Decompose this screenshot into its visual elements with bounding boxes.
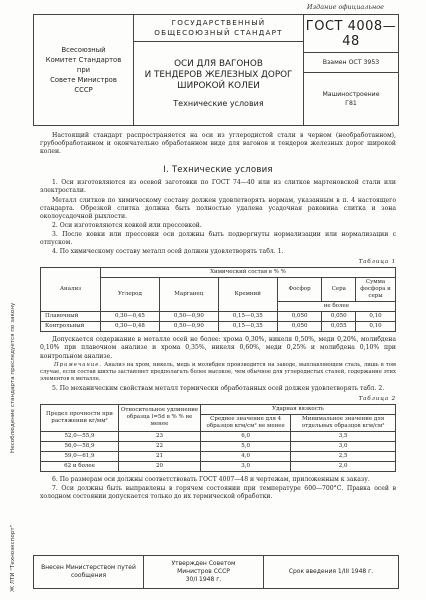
clause-paragraph: Металл слитков по химическому составу должен удовлетворять нормам, указанным в п. 4 настоящего стандарта. Обрезкой слитка должна быть полностью удалена усадочная раковина слитка и зона околоусадочной рыхлости. <box>40 196 396 220</box>
approved-line: Министров СССР <box>177 568 230 575</box>
authority-line: при <box>76 66 91 74</box>
col-header: Сера <box>322 278 356 302</box>
table-cell: 0,30—0,48 <box>101 322 160 332</box>
clause-paragraph: 5. По механическим свойствам металл термически обработанных осей должен удовлетворять табл. 2. <box>52 384 385 392</box>
authority-line: Всесоюзный <box>61 46 106 54</box>
approved-line: 30/I 1948 г. <box>185 576 222 583</box>
table-cell: 0,15—0,35 <box>218 322 277 332</box>
row-label: Плавочный <box>41 312 101 322</box>
col-header: Углерод <box>101 278 160 312</box>
chemical-composition-table <box>40 267 396 332</box>
note-text: Анализ на хром, никель, медь и молибден производится на заводе, выплавляющем сталь, лишь в том случае, если состав шихты заставляет предполагать более высокое, чем обычное для углеродистых сталей, содержание этих элементов в металле. <box>40 361 396 382</box>
authority-line: Совете Министров <box>50 76 117 84</box>
table-cell: 56,0—58,9 <box>41 441 119 451</box>
handwritten-note: Издание официальное <box>306 3 384 11</box>
table-row <box>41 312 396 322</box>
table-cell: 0,30—0,45 <box>101 312 160 322</box>
group-line: Машиностроение <box>322 91 380 98</box>
row-label: Контрольный <box>41 322 101 332</box>
table-cell: 52,0—55,9 <box>41 431 119 441</box>
table-row <box>41 441 396 451</box>
table-cell: 0,50—0,90 <box>159 322 218 332</box>
intro-paragraph: Настоящий стандарт распространяется на оси из углеродистой стали в черном (необработанном), грубообработанном и окончательно обработанном виде для вагонов и тендеров железных дорог широкой колеи. <box>40 132 396 156</box>
title-block <box>134 15 304 125</box>
col-header: Фосфор <box>277 278 322 302</box>
number-block <box>304 15 398 125</box>
col-header: Кремний <box>218 278 277 312</box>
table-cell: 0,050 <box>322 312 356 322</box>
analysis-header: Анализ <box>41 268 101 312</box>
table-cell: 3,0 <box>201 461 291 471</box>
standard-footer <box>33 555 399 589</box>
table-cell: 0,50—0,90 <box>159 312 218 322</box>
clause-paragraph: 6. По размерам оси должны соответствовать ГОСТ 4007—48 и чертежам, приложенным к заказу. <box>52 475 370 483</box>
table-cell: 23 <box>119 431 201 441</box>
authority-block <box>34 15 134 125</box>
group-code <box>304 73 398 125</box>
standard-subtitle: Технические условия <box>173 98 264 108</box>
table-cell: 0,050 <box>277 312 322 322</box>
clause-paragraph: 1. Оси изготовляются из осевой заготовки по ГОСТ 74—40 или из слитков мартеновской стали или электростали. <box>40 179 396 195</box>
standard-type <box>134 15 303 42</box>
table-cell: 3,0 <box>291 441 396 451</box>
mechanical-properties-table <box>40 404 396 472</box>
clause-paragraph: 3. После ковки или прессовки оси должны быть подвергнуты нормализации или нормализации с отпуском. <box>40 230 396 247</box>
table-cell: 2,5 <box>291 451 396 461</box>
clause-paragraph: 2. Оси изготовляются ковкой или прессовкой. <box>52 221 202 229</box>
col-header: Сумма фосфора и серы <box>356 278 396 302</box>
note-paragraph <box>40 362 396 383</box>
table-cell: 20 <box>119 461 201 471</box>
table-cell: 59,0—61,9 <box>41 451 119 461</box>
table-cell: 62 и более <box>41 461 119 471</box>
clause-paragraph: 4. По химическому составу металл осей должен удовлетворять табл. 1. <box>52 248 284 256</box>
table2-caption: Таблица 2 <box>358 395 396 402</box>
col-header: Минимальное значение для отдельных образцов кгм/см² <box>291 414 396 431</box>
col-header: Марганец <box>159 278 218 312</box>
table-cell: 21 <box>119 451 201 461</box>
group-line: Г81 <box>345 100 357 107</box>
table-row <box>41 461 396 471</box>
table-cell: 2,0 <box>291 461 396 471</box>
table-cell: 0,10 <box>356 312 396 322</box>
table-cell: 4,0 <box>201 451 291 461</box>
note-lead: Примечание. <box>54 361 103 368</box>
gov-line-1: ГОСУДАРСТВЕННЫЙ <box>171 18 266 27</box>
replaces-note: Взамен ОСТ 3953 <box>304 53 398 73</box>
col-header: Относительное удлинение образца l=5d в % % не менее <box>119 404 201 431</box>
gov-line-2: ОБЩЕСОЮЗНЫЙ СТАНДАРТ <box>154 28 283 37</box>
standard-title <box>134 42 303 125</box>
impact-group-header: Ударная вязкость <box>201 404 396 414</box>
table-cell: 0,10 <box>356 322 396 332</box>
introduced-by: Внесен Министерством путей сообщения <box>34 556 144 588</box>
composition-group-header: Химический состав в % % <box>101 268 396 278</box>
allowance-paragraph: Допускается содержание в металле осей не более: хрома 0,30%, никеля 0,50%, меди 0,20%, молибдена 0,10% при плавочном анализе и хрома 0,35%, никеля 0,60%, меди 0,25% и молибдена 0,10% при контрольном анализе. <box>40 336 396 360</box>
col-header: Среднее значение для 4 образцов кгм/см² не менее <box>201 414 291 431</box>
title-line: И ТЕНДЕРОВ ЖЕЛЕЗНЫХ ДОРОГ <box>144 69 293 80</box>
limit-subheader: не более <box>277 302 395 312</box>
table1-caption: Таблица 1 <box>358 259 396 266</box>
side-legal-note: Несоблюдение стандарта преследуется по закону <box>10 302 16 453</box>
approved-by <box>144 556 264 588</box>
document-body <box>40 132 396 502</box>
section-title: I. Технические условия <box>163 165 273 176</box>
table-cell: 0,15—0,35 <box>218 312 277 322</box>
table-row <box>41 322 396 332</box>
authority-line: СССР <box>74 86 93 94</box>
table-row <box>41 451 396 461</box>
table-cell: 6,0 <box>201 431 291 441</box>
table-cell: 0,050 <box>277 322 322 332</box>
table-cell: 3,5 <box>291 431 396 441</box>
table-cell: 22 <box>119 441 201 451</box>
title-line: ОСИ ДЛЯ ВАГОНОВ <box>174 58 263 69</box>
title-line: ШИРОКОЙ КОЛЕИ <box>177 80 260 91</box>
standard-number: ГОСТ 4008—48 <box>304 15 398 53</box>
side-publisher-note: Ж ЛТИ "Техноэкспорт" <box>10 524 16 592</box>
table-row <box>41 431 396 441</box>
table-cell: 5,0 <box>201 441 291 451</box>
effective-date: Срок введения 1/III 1948 г. <box>288 568 374 575</box>
approved-line: Утвержден Советом <box>171 560 236 567</box>
standard-header <box>33 14 399 126</box>
clause-paragraph: 7. Оси должны быть выправлены в горячем состоянии при температуре 600—700°С. Правка осей в холодном состоянии допускается только до их термической обработки. <box>40 484 396 500</box>
authority-line: Комитет Стандартов <box>45 56 122 64</box>
col-header: Предел прочности при растяжении кг/мм² <box>41 404 119 431</box>
table-cell: 0,055 <box>322 322 356 332</box>
